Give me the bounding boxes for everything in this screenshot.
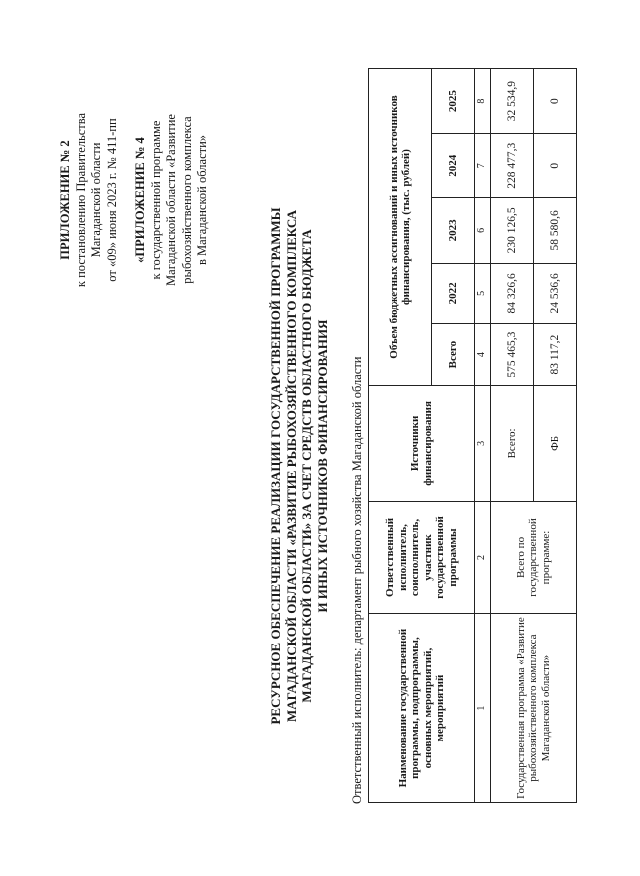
- value-2022: 24 536,6: [534, 263, 577, 324]
- responsible-executor: Ответственный исполнитель: департамент рыбного хозяйства Магаданской области: [350, 356, 364, 804]
- column-number-row: [475, 69, 491, 803]
- value-2022: 84 326,6: [491, 263, 534, 324]
- appendix-ref-line: Магаданской области «Развитие: [164, 114, 178, 286]
- source-cell: ФБ: [534, 386, 577, 502]
- header-year-2022: 2022: [432, 263, 475, 324]
- value-total: 83 117,2: [534, 324, 577, 386]
- header-responsible: Ответственный исполнитель, соисполнитель, участник государственной программы: [369, 501, 475, 613]
- appendix-sub-number: «ПРИЛОЖЕНИЕ № 4: [133, 137, 147, 263]
- title-line: И ИНЫХ ИСТОЧНИКОВ ФИНАНСИРОВАНИЯ: [314, 319, 330, 613]
- program-responsible-cell: Всего по государственной программе:: [491, 501, 577, 613]
- value-2024: 228 477,3: [491, 134, 534, 198]
- header-name: Наименование государственной программы, подпрограммы, основных мероприятий, мероприятий: [369, 614, 475, 803]
- header-year-2023: 2023: [432, 198, 475, 263]
- value-2024: 0: [534, 134, 577, 198]
- appendix-ref-line: рыбохозяйственного комплекса: [179, 116, 194, 284]
- appendix-block: [58, 70, 211, 330]
- appendix-ref-line: к постановлению Правительства: [73, 112, 88, 288]
- title-line: МАГАДАНСКОЙ ОБЛАСТИ «РАЗВИТИЕ РЫБОХОЗЯЙСТВЕННОГО КОМПЛЕКСА: [283, 210, 299, 722]
- title-line: РЕСУРСНОЕ ОБЕСПЕЧЕНИЕ РЕАЛИЗАЦИИ ГОСУДАРСТВЕННОЙ ПРОГРАММЫ: [268, 207, 283, 725]
- column-number: 6: [475, 198, 491, 263]
- column-number: 8: [475, 69, 491, 134]
- appendix-ref-line: к государственной программе: [148, 120, 163, 280]
- header-year-2025: 2025: [432, 69, 475, 134]
- header-row: [369, 69, 432, 803]
- funding-table: [368, 68, 577, 803]
- appendix-number: ПРИЛОЖЕНИЕ № 2: [58, 140, 72, 260]
- column-number: 2: [475, 501, 491, 613]
- column-number: 4: [475, 324, 491, 386]
- column-number: 5: [475, 263, 491, 324]
- title-line: МАГАДАНСКОЙ ОБЛАСТИ» ЗА СЧЕТ СРЕДСТВ ОБЛАСТНОГО БЮДЖЕТА: [299, 229, 314, 703]
- source-cell: Всего:: [491, 386, 534, 502]
- program-name-cell: Государственная программа «Развитие рыбохозяйственного комплекса Магаданской области»: [491, 614, 577, 803]
- document-title: [268, 116, 330, 816]
- table-row: [491, 69, 534, 803]
- appendix-date-line: от «09» июня 2023 г. № 411-пп: [104, 118, 119, 282]
- column-number: 3: [475, 386, 491, 502]
- column-number: 7: [475, 134, 491, 198]
- value-total: 575 465,3: [491, 324, 534, 386]
- column-number: 1: [475, 614, 491, 803]
- header-total: Всего: [432, 324, 475, 386]
- value-2023: 230 126,5: [491, 198, 534, 263]
- value-2023: 58 580,6: [534, 198, 577, 263]
- value-2025: 0: [534, 69, 577, 134]
- header-volume: Объем бюджетных ассигнований и иных источников финансирования, (тыс. рублей): [369, 69, 432, 386]
- header-year-2024: 2024: [432, 134, 475, 198]
- value-2025: 32 534,9: [491, 69, 534, 134]
- appendix-ref-line: в Магаданской области»: [195, 134, 209, 266]
- appendix-ref-line: Магаданской области: [89, 142, 103, 258]
- header-sources: Источники финансирования: [369, 386, 475, 502]
